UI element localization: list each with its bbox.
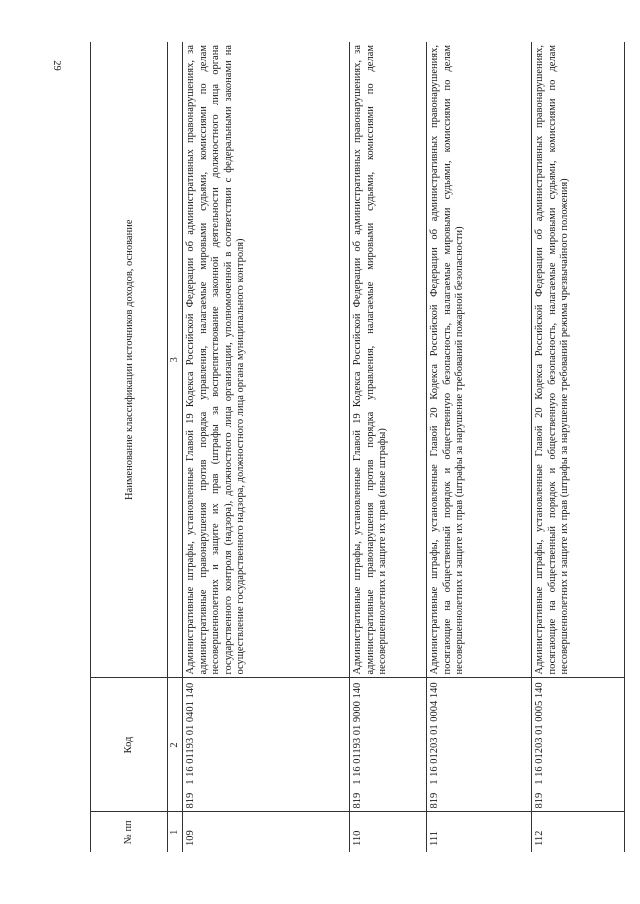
- classification-code: 1 16 01203 01 0005 140: [534, 682, 546, 785]
- table-row: [350, 42, 427, 852]
- admin-code: 819: [185, 792, 197, 809]
- row-description: Административные штрафы, установленные Главой 20 Кодекса Российской Федерации об административных правонарушениях, посягающие на общественный порядок и общественную безопасность, налагаемые мировыми судьями, комиссиями по делам несовершеннолетних и защите их прав (штрафы за нарушение требований режима чрезвычайного положения): [532, 42, 625, 678]
- admin-code: 819: [534, 792, 546, 809]
- row-description: Административные штрафы, установленные Главой 19 Кодекса Российской Федерации об административных правонарушениях, за административные правонарушения против порядка управления, налагаемые мировыми судьями, комиссиями по делам несовершеннолетних и защите их прав (штрафы за воспрепятствование законной деятельности должностного лица органа государственного контроля (надзора), должностного лица организации, уполномоченной в соответствии с федеральными законами на осуществление государственного надзора, должностного лица органа муниципального контроля): [183, 42, 350, 678]
- row-code: [532, 678, 625, 812]
- column-index: 1: [168, 812, 183, 852]
- classification-code: 1 16 01193 01 9000 140: [352, 682, 364, 785]
- column-index: 2: [168, 678, 183, 812]
- row-code: [427, 678, 532, 812]
- classification-code: 1 16 01203 01 0004 140: [429, 682, 441, 785]
- row-description: Административные штрафы, установленные Главой 19 Кодекса Российской Федерации об административных правонарушениях, за административные правонарушения против порядка управления, налагаемые мировыми судьями, комиссиями по делам несовершеннолетних и защите их прав (иные штрафы): [350, 42, 427, 678]
- rotated-table-container: [90, 42, 571, 852]
- table-row: [427, 42, 532, 852]
- table-row: [183, 42, 350, 852]
- header-code: Код: [91, 678, 168, 812]
- header-name: Наименование классификации источников доходов, основание: [91, 42, 168, 678]
- row-code: [183, 678, 350, 812]
- row-number: 111: [427, 812, 532, 852]
- row-number: 109: [183, 812, 350, 852]
- column-index: 3: [168, 42, 183, 678]
- admin-code: 819: [352, 792, 364, 809]
- header-number: № пп: [91, 812, 168, 852]
- table-header-row: [91, 42, 168, 852]
- classification-code: 1 16 01193 01 0401 140: [185, 682, 197, 785]
- page-number: 29: [50, 60, 62, 71]
- revenue-classification-table: [90, 42, 625, 852]
- row-description: Административные штрафы, установленные Главой 20 Кодекса Российской Федерации об административных правонарушениях, посягающие на общественный порядок и общественную безопасность, налагаемые мировыми судьями, комиссиями по делам несовершеннолетних и защите их прав (штрафы за нарушение требований пожарной безопасности): [427, 42, 532, 678]
- row-number: 112: [532, 812, 625, 852]
- row-number: 110: [350, 812, 427, 852]
- table-row: [532, 42, 625, 852]
- row-code: [350, 678, 427, 812]
- column-index-row: [168, 42, 183, 852]
- admin-code: 819: [429, 792, 441, 809]
